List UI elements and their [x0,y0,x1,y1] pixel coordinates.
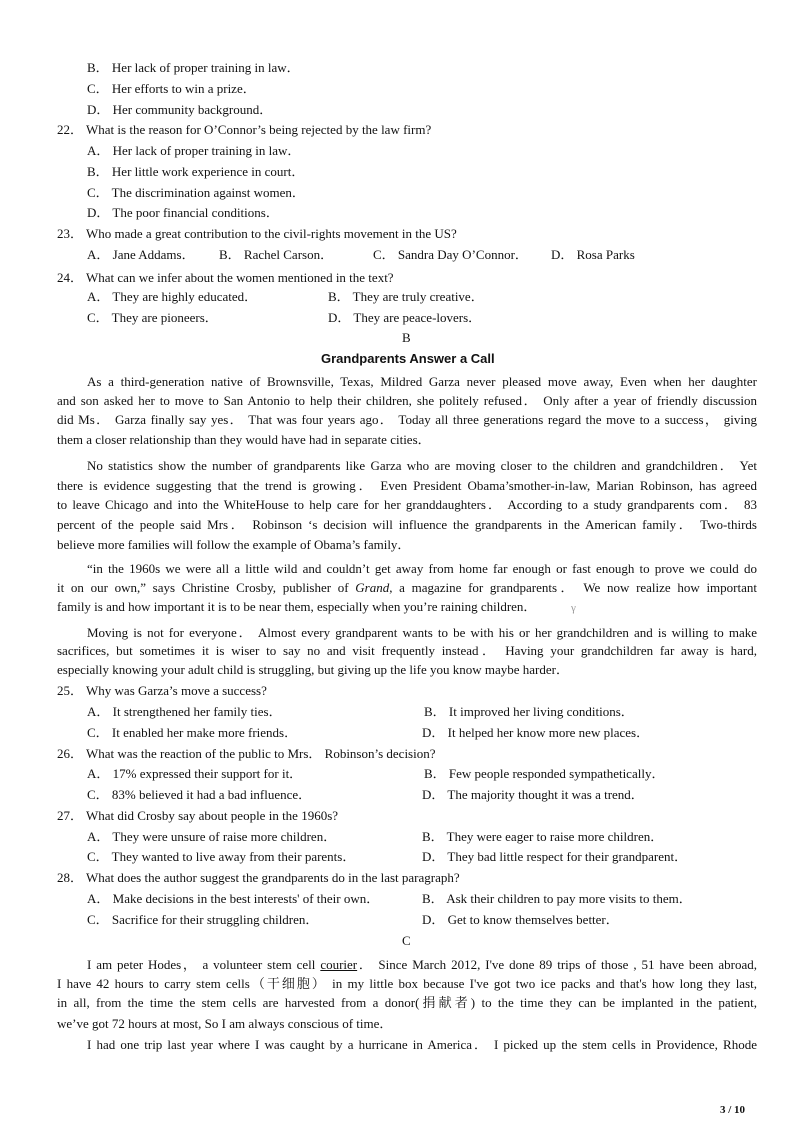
pc2-line: I had one trip last year where I was caught by a hurricane in America． I picked up the stem cells in Providence, Rhode [87,1037,757,1052]
q22-option-b: B． Her little work experience in court． [87,164,305,179]
q27-option-c: C． They wanted to live away from their parents． [87,849,356,864]
pc1-line [57,957,757,973]
p1-line: them a closer relationship than they would have had in separate cities． [57,432,431,447]
text: I am peter Hodes， a volunteer stem cell [87,957,321,972]
p1-line: did Ms． Garza finally say yes． That was four years ago． Today all three generations regard the move to a success， giving [57,412,758,427]
text: ． Since March 2012, I've done 89 trips of those , 51 have been abroad, [357,957,758,972]
magazine-name: Grand [355,580,390,595]
p3-line: family is and how important it is to be near them, especially when you’re raining children． [57,599,537,614]
page-number: 3 / 10 [720,1104,746,1116]
pc1-line: in all, from the time the stem cells are harvested from a donor(捐献者) to the time they can be implanted in the patient, [57,995,757,1010]
p2-line: percent of the people said Mrs． Robinson ‘s decision will influence the grandparents in the American family． Two-thirds [57,517,757,532]
question-26: 26． What was the reaction of the public to Mrs． Robinson’s decision? [57,746,436,761]
q23-option-c: C． Sandra Day O’Connor． [373,247,528,262]
q22-option-c: C． The discrimination against women． [87,185,305,200]
pc1-line: we’ve got 72 hours at most, So I am always conscious of time． [57,1016,393,1031]
q25-option-d: D． It helped her know more new places． [422,725,650,740]
q23-option-b: B． Rachel Carson． [219,247,334,262]
text: it on our own,” says Christine Crosby, publisher of [57,580,356,595]
q28-option-c: C． Sacrifice for their struggling children． [87,912,319,927]
q21-option-d: D． Her community background． [87,102,273,117]
p4-line: sacrifices, but sometimes it is wiser to say no and visit frequently instead． Having your grandchildren far away is hard, [57,643,757,658]
q27-option-a: A． They were unsure of raise more children． [87,829,337,844]
q27-option-b: B． They were eager to raise more children． [422,829,664,844]
section-c-label: C [402,933,411,948]
text: , a magazine for grandparents． We now realize how important [389,580,757,595]
q23-option-d: D． Rosa Parks [551,247,635,262]
q24-option-a: A． They are highly educated． [87,289,258,304]
pc1-line: I have 42 hours to carry stem cells（干细胞） in my little box because I've got two ice packs and that's how long they last, [57,976,757,991]
p4-line: especially knowing your adult child is struggling, but giving up the life you know maybe harder． [57,662,569,677]
p2-line: No statistics show the number of grandparents like Garza who are moving closer to the children and grandchildren． Yet [87,458,757,473]
p1-line: As a third-generation native of Brownsville, Texas, Mildred Garza never pleased move away, Even when her daughter [87,374,757,389]
q28-option-b: B． Ask their children to pay more visits to them． [422,891,692,906]
question-23: 23． Who made a great contribution to the civil-rights movement in the US? [57,226,457,241]
q25-option-b: B． It improved her living conditions． [424,704,634,719]
q25-option-c: C． It enabled her make more friends． [87,725,298,740]
q25-option-a: A． It strengthened her family ties． [87,704,282,719]
q26-option-b: B． Few people responded sympathetically． [424,766,665,781]
q28-option-a: A． Make decisions in the best interests' of their own． [87,891,380,906]
question-27: 27． What did Crosby say about people in the 1960s? [57,808,339,823]
underlined-word: courier [320,957,358,972]
q22-option-d: D． The poor financial conditions． [87,205,279,220]
q21-option-b: B． Her lack of proper training in law． [87,60,300,75]
p3-line: “in the 1960s we were all a little wild and couldn’t get away from home far enough or fast enough to prove we could do [87,561,757,576]
question-25: 25． Why was Garza’s move a success? [57,683,267,698]
q28-option-d: D． Get to know themselves better． [422,912,619,927]
q24-option-b: B． They are truly creative． [328,289,484,304]
stray-mark: γ [571,602,576,614]
q26-option-c: C． 83% believed it had a bad influence． [87,787,312,802]
question-24: 24． What can we infer about the women mentioned in the text? [57,270,394,285]
q26-option-d: D． The majority thought it was a trend． [422,787,644,802]
q23-option-a: A． Jane Addams． [87,247,195,262]
q21-option-c: C． Her efforts to win a prize． [87,81,256,96]
q22-option-a: A． Her lack of proper training in law． [87,143,301,158]
p1-line: and son asked her to move to San Antonio to help their children, she politely refused． Only after a year of friendly discussion [57,393,757,408]
q24-option-c: C． They are pioneers． [87,310,218,325]
question-22: 22． What is the reason for O’Connor’s being rejected by the law firm? [57,122,432,137]
p4-line: Moving is not for everyone． Almost every grandparent wants to be with his or her grandchildren and is willing to make [87,625,757,640]
section-b-label: B [402,330,411,345]
p2-line: believe more families will follow the example of Obama’s family． [57,537,411,552]
question-28: 28． What does the author suggest the grandparents do in the last paragraph? [57,870,460,885]
passage-title: Grandparents Answer a Call [321,351,495,366]
q24-option-d: D． They are peace-lovers． [328,310,482,325]
p2-line: there is evidence suggesting that the trend is growing． Even President Obama’smother-in-law, Marian Robinson, has agreed [57,478,757,493]
q26-option-a: A． 17% expressed their support for it． [87,766,303,781]
p3-line [57,580,757,596]
q27-option-d: D． They bad little respect for their grandparent． [422,849,688,864]
p2-line: to leave Chicago and into the WhiteHouse to help care for her granddaughters． According to a study grandparents com． 83 [57,497,757,512]
